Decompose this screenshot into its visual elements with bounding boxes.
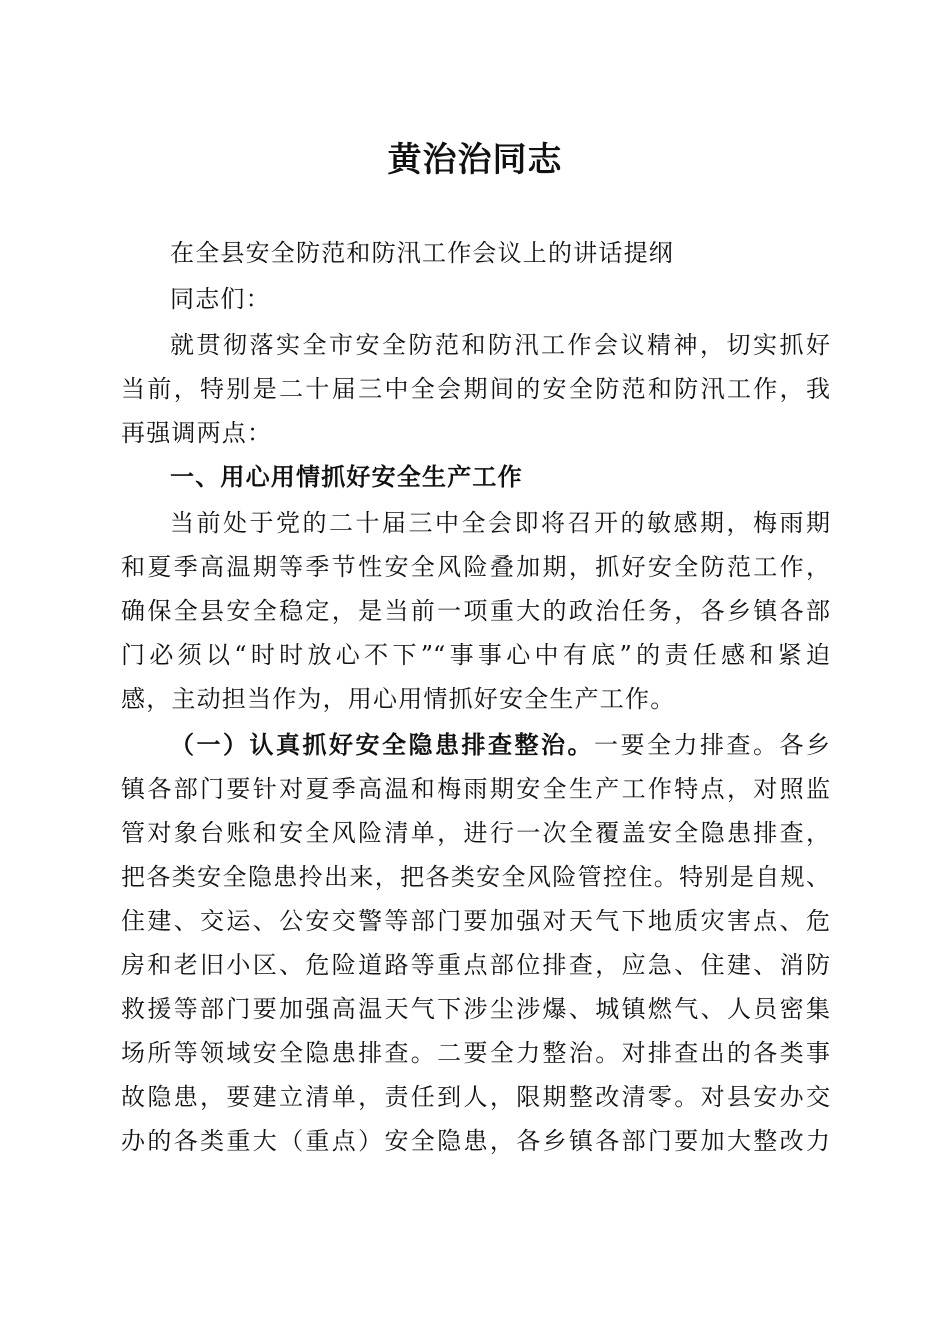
paragraph-line: 场所等领域安全隐患排查。二要全力整治。对排查出的各类事 (121, 1039, 830, 1067)
salutation: 同志们： (170, 285, 271, 313)
intro-line: 当前，特别是二十届三中全会期间的安全防范和防汛工作，我 (121, 375, 830, 403)
paragraph-line: 办的各类重大（重点）安全隐患，各乡镇各部门要加大整改力 (121, 1127, 830, 1155)
paragraph-line: 确保全县安全稳定，是当前一项重大的政治任务，各乡镇各部 (121, 597, 830, 625)
document-title: 黄治治同志 (387, 140, 563, 180)
paragraph-line: 感，主动担当作为，用心用情抓好安全生产工作。 (121, 685, 676, 713)
intro-line: 再强调两点： (121, 419, 273, 447)
subsection-first-line-rest: 一要全力排查。各乡 (594, 731, 830, 759)
paragraph-line: 救援等部门要加强高温天气下涉尘涉爆、城镇燃气、人员密集 (121, 995, 830, 1023)
paragraph-line: 把各类安全隐患拎出来，把各类安全风险管控住。特别是自规、 (121, 863, 830, 891)
paragraph-line: 房和老旧小区、危险道路等重点部位排查，应急、住建、消防 (121, 951, 830, 979)
paragraph-line: 和夏季高温期等季节性安全风险叠加期，抓好安全防范工作， (121, 553, 830, 581)
subsection-heading: （一）认真抓好安全隐患排查整治。 (170, 730, 594, 759)
paragraph-line: 镇各部门要针对夏季高温和梅雨期安全生产工作特点，对照监 (121, 775, 830, 803)
subsection-first-line (170, 730, 830, 760)
section-heading: 一、用心用情抓好安全生产工作 (170, 463, 523, 491)
paragraph-line: 当前处于党的二十届三中全会即将召开的敏感期，梅雨期 (170, 509, 830, 537)
paragraph-line: 门必须以“时时放心不下”“事事心中有底”的责任感和紧迫 (121, 641, 830, 669)
paragraph-line: 管对象台账和安全风险清单，进行一次全覆盖安全隐患排查， (121, 819, 830, 847)
paragraph-line: 故隐患，要建立清单，责任到人，限期整改清零。对县安办交 (121, 1083, 830, 1111)
speech-subtitle: 在全县安全防范和防汛工作会议上的讲话提纲 (170, 239, 674, 267)
intro-line: 就贯彻落实全市安全防范和防汛工作会议精神，切实抓好 (170, 331, 830, 359)
paragraph-line: 住建、交运、公安交警等部门要加强对天气下地质灾害点、危 (121, 907, 830, 935)
